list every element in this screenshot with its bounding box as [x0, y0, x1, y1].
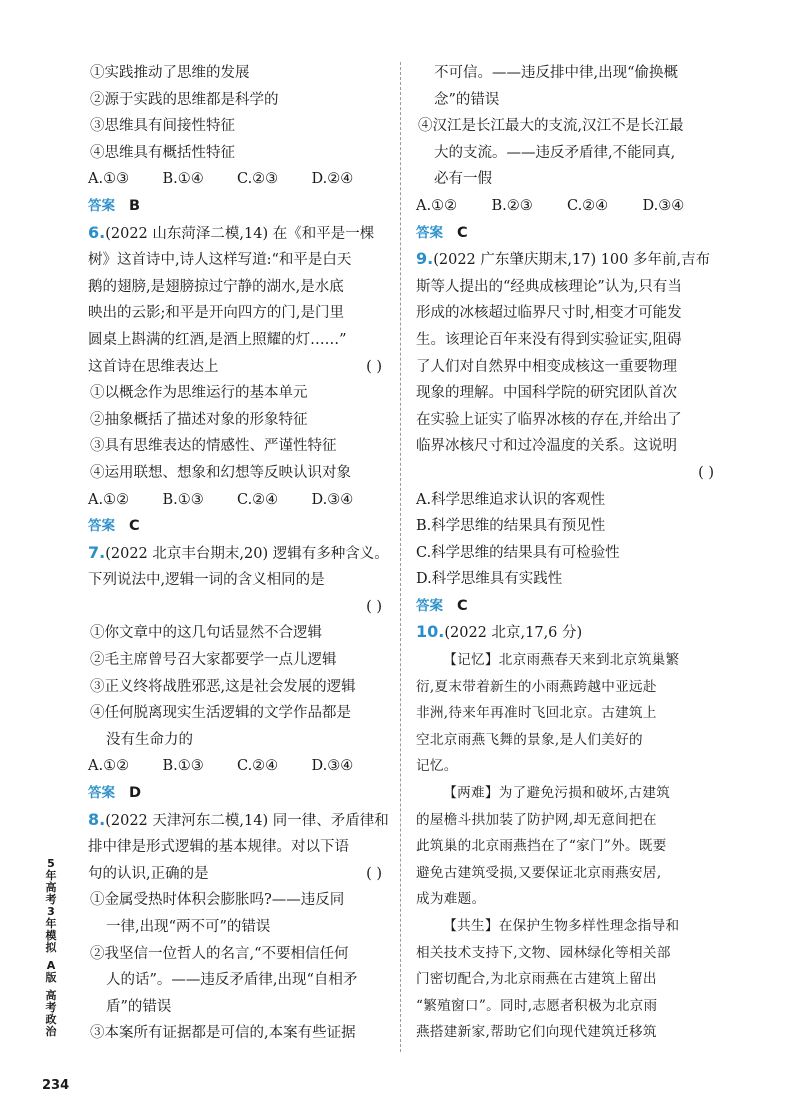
q10-head	[416, 619, 718, 647]
question-number: 9.	[416, 249, 434, 269]
q7-line-2: 下列说法中,逻辑一词的含义相同的是	[88, 572, 325, 589]
answer-paren: ( )	[366, 358, 382, 375]
q8-line-2: 排中律是形式逻辑的基本规律。对以下语	[88, 839, 349, 856]
q5-choices	[88, 166, 386, 193]
answer-label: 答案	[88, 197, 115, 214]
q8-line-1: (2022 天津河东二模,14) 同一律、矛盾律和	[105, 812, 389, 829]
q10-p3-line-2: 相关技术支持下,文物、园林绿化等相关部	[416, 944, 671, 961]
q8-item-4-cont: 大的支流。——违反矛盾律,不能同真,	[434, 144, 676, 161]
right-column	[416, 60, 718, 1046]
q5-item-2: ②源于实践的思维都是科学的	[90, 91, 279, 108]
answer-paren: ( )	[698, 464, 714, 481]
q5-item-3: ③思维具有间接性特征	[90, 118, 235, 135]
q10-p2-line-2: 的屋檐斗拱加装了防护网,却无意间把在	[416, 811, 657, 828]
q5-choice-a: A.①③	[88, 171, 130, 188]
q8-item-3: ③本案所有证据都是可信的,本案有些证据	[90, 1025, 356, 1042]
q8-item-2: ②我坚信一位哲人的名言,“不要相信任何	[90, 945, 349, 962]
q8-item-3-cont: 不可信。——违反排中律,出现“偷换概	[434, 65, 679, 81]
side-char: 政	[45, 1013, 57, 1026]
side-char: 模	[45, 929, 57, 942]
q5-item-4: ④思维具有概括性特征	[90, 144, 235, 161]
answer-label: 答案	[88, 518, 115, 535]
q9-line-5: 了人们对自然界中相变成核这一重要物理	[416, 358, 677, 375]
q9-line-1: (2022 广东肇庆期末,17) 100 多年前,吉布	[433, 252, 711, 269]
q10-p1-line-3: 非洲,待来年再准时飞回北京。古建筑上	[416, 705, 657, 722]
answer-label: 答案	[416, 597, 443, 614]
answer-label: 答案	[416, 224, 443, 241]
q9-head	[416, 246, 718, 274]
q10-p1-line-5: 记忆。	[416, 758, 458, 775]
answer-value: C	[457, 224, 468, 241]
question-number: 10.	[416, 622, 445, 642]
q5-choice-b: B.①④	[162, 171, 204, 188]
q10-p3-line-5: 燕搭建新家,帮助它们向现代建筑迁移筑	[416, 1024, 657, 1041]
q6-item-2: ②抽象概括了描述对象的形象特征	[90, 411, 308, 428]
q10-p3-line-4: “繁殖窗口”。同时,志愿者积极为北京雨	[416, 997, 658, 1014]
q9-line-3: 形成的冰核超过临界尺寸时,相变才可能发	[416, 305, 682, 322]
column-divider	[400, 62, 401, 1052]
q6-choice-a: A.①②	[88, 491, 130, 508]
q10-p3-line-3: 门密切配合,为北京雨燕在古建筑上留出	[416, 971, 657, 988]
q6-line-2: 树》这首诗中,诗人这样写道:“和平是白天	[88, 252, 352, 269]
q7-choice-a: A.①②	[88, 758, 130, 775]
q7-item-3: ③正义终将战胜邪恶,这是社会发展的逻辑	[90, 678, 356, 695]
question-number: 7.	[88, 542, 106, 562]
q9-line-4: 生。该理论百年来没有得到实验证实,阻碍	[416, 331, 682, 348]
q6-line-3: 鹅的翅膀,是翅膀掠过宁静的湖水,是水底	[88, 278, 344, 295]
q5-item-1: ①实践推动了思维的发展	[90, 65, 250, 81]
side-char: 考	[45, 1001, 57, 1014]
q6-choices	[88, 487, 386, 514]
q10-source: (2022 北京,17,6 分)	[444, 625, 583, 642]
side-char: 考	[45, 893, 57, 906]
q8-item-4: ④汉江是长江最大的支流,汉江不是长江最	[418, 118, 684, 135]
q5-choice-c: C.②③	[237, 171, 279, 188]
q8-choice-d: D.③④	[642, 197, 685, 214]
q6-choice-d: D.③④	[311, 491, 354, 508]
q8-item-1: ①金属受热时体积会膨胀吗?——违反同	[90, 892, 345, 909]
q7-head	[88, 540, 389, 568]
question-number: 8.	[88, 809, 106, 829]
left-column	[88, 60, 389, 1047]
answer-label: 答案	[88, 785, 115, 802]
q10-p1-line-4: 空北京雨燕飞舞的景象,是人们美好的	[416, 731, 643, 748]
q9-answer	[416, 593, 718, 620]
q10-p1-line-1: 【记忆】北京雨燕春天来到北京筑巢繁	[443, 652, 680, 669]
answer-paren: ( )	[366, 598, 382, 615]
page-number: 234	[42, 1078, 70, 1093]
q9-line-2: 斯等人提出的“经典成核理论”认为,只有当	[416, 278, 682, 295]
q9-choice-c: C.科学思维的结果具有可检验性	[416, 544, 620, 561]
q9-choice-d: D.科学思维具有实践性	[416, 571, 563, 588]
q10-p1-line-2: 衍,夏末带着新生的小雨燕跨越中亚远赴	[416, 678, 657, 695]
q6-item-4: ④运用联想、想象和幻想等反映认识对象	[90, 464, 351, 481]
q9-line-7: 在实验上证实了临界冰核的存在,并给出了	[416, 411, 682, 428]
q10-p3-line-1: 【共生】在保护生物多样性理念指导和	[443, 918, 680, 934]
q6-answer	[88, 513, 386, 540]
q6-line-1: (2022 山东菏泽二模,14) 在《和平是一棵	[105, 225, 375, 242]
q6-stem-end: 这首诗在思维表达上	[88, 358, 219, 375]
q8-head	[88, 807, 389, 835]
q8-item-4-cont2: 必有一假	[434, 171, 492, 188]
q8-stem-end: 句的认识,正确的是	[88, 865, 209, 882]
q5-choice-d: D.②④	[311, 171, 354, 188]
answer-value: B	[129, 197, 141, 214]
answer-value: C	[457, 597, 468, 614]
q10-p2-line-1: 【两难】为了避免污损和破坏,古建筑	[443, 785, 671, 802]
question-number: 6.	[88, 222, 106, 242]
q9-line-8: 临界冰核尺寸和过冷温度的关系。这说明	[416, 438, 677, 455]
side-char: 治	[45, 1025, 57, 1038]
q8-line-3	[88, 861, 386, 888]
side-char: 拟	[45, 941, 57, 954]
book-series-tab	[44, 858, 58, 1038]
q10-p2-line-5: 成为难题。	[416, 891, 486, 908]
side-char: 年	[45, 869, 57, 882]
q8-choice-a: A.①②	[416, 197, 458, 214]
side-char: 版	[45, 971, 57, 984]
q7-item-4-cont: 没有生命力的	[106, 731, 193, 748]
q7-choice-b: B.①③	[162, 758, 204, 775]
side-char: 3	[47, 905, 55, 918]
q5-answer	[88, 193, 386, 220]
q7-answer	[88, 780, 386, 807]
q7-line-1: (2022 北京丰台期末,20) 逻辑有多种含义。	[105, 545, 389, 562]
q6-line-5: 圆桌上斟满的红酒,是酒上照耀的灯……”	[88, 331, 347, 348]
q6-choice-c: C.②④	[237, 491, 279, 508]
answer-value: C	[129, 518, 140, 535]
q8-choice-c: C.②④	[567, 197, 609, 214]
answer-value: D	[129, 785, 142, 802]
q7-choice-d: D.③④	[311, 758, 354, 775]
q6-item-1: ①以概念作为思维运行的基本单元	[90, 385, 308, 402]
side-char: A	[46, 959, 56, 972]
q8-item-3-cont2: 念”的错误	[434, 91, 500, 108]
q10-passage	[416, 647, 718, 1046]
q7-item-2: ②毛主席曾号召大家都要学一点儿逻辑	[90, 652, 337, 669]
q8-item-2-cont2: 盾”的错误	[106, 998, 172, 1015]
side-char: 高	[45, 881, 57, 894]
q8-choices	[416, 193, 718, 220]
answer-paren: ( )	[366, 865, 382, 882]
side-char: 高	[45, 989, 57, 1002]
q10-p2-line-3: 此筑巢的北京雨燕挡在了“家门”外。既要	[416, 838, 667, 855]
q7-item-1: ①你文章中的这几句话显然不合逻辑	[90, 625, 322, 642]
q6-item-3: ③具有思维表达的情感性、严谨性特征	[90, 438, 337, 455]
q9-choice-a: A.科学思维追求认识的客观性	[416, 491, 606, 508]
q8-answer	[416, 220, 718, 247]
q7-choice-c: C.②④	[237, 758, 279, 775]
q8-item-1-cont: 一律,出现“两不可”的错误	[106, 919, 271, 935]
q9-choice-b: B.科学思维的结果具有预见性	[416, 518, 606, 535]
q6-line-4: 映出的云影;和平是开向四方的门,是门里	[88, 305, 344, 322]
side-char: 年	[45, 917, 57, 930]
q6-line-6	[88, 354, 386, 381]
q9-line-6: 现象的理解。中国科学院的研究团队首次	[416, 385, 677, 402]
q10-p2-line-4: 避免古建筑受损,又要保证北京雨燕安居,	[416, 864, 662, 881]
q6-head	[88, 220, 386, 248]
side-char: 5	[47, 857, 55, 870]
q8-item-2-cont: 人的话”。——违反矛盾律,出现“自相矛	[106, 972, 358, 989]
q7-item-4: ④任何脱离现实生活逻辑的文学作品都是	[90, 705, 351, 722]
q6-choice-b: B.①③	[162, 491, 204, 508]
q7-choices	[88, 753, 386, 780]
q8-choice-b: B.②③	[491, 197, 533, 214]
